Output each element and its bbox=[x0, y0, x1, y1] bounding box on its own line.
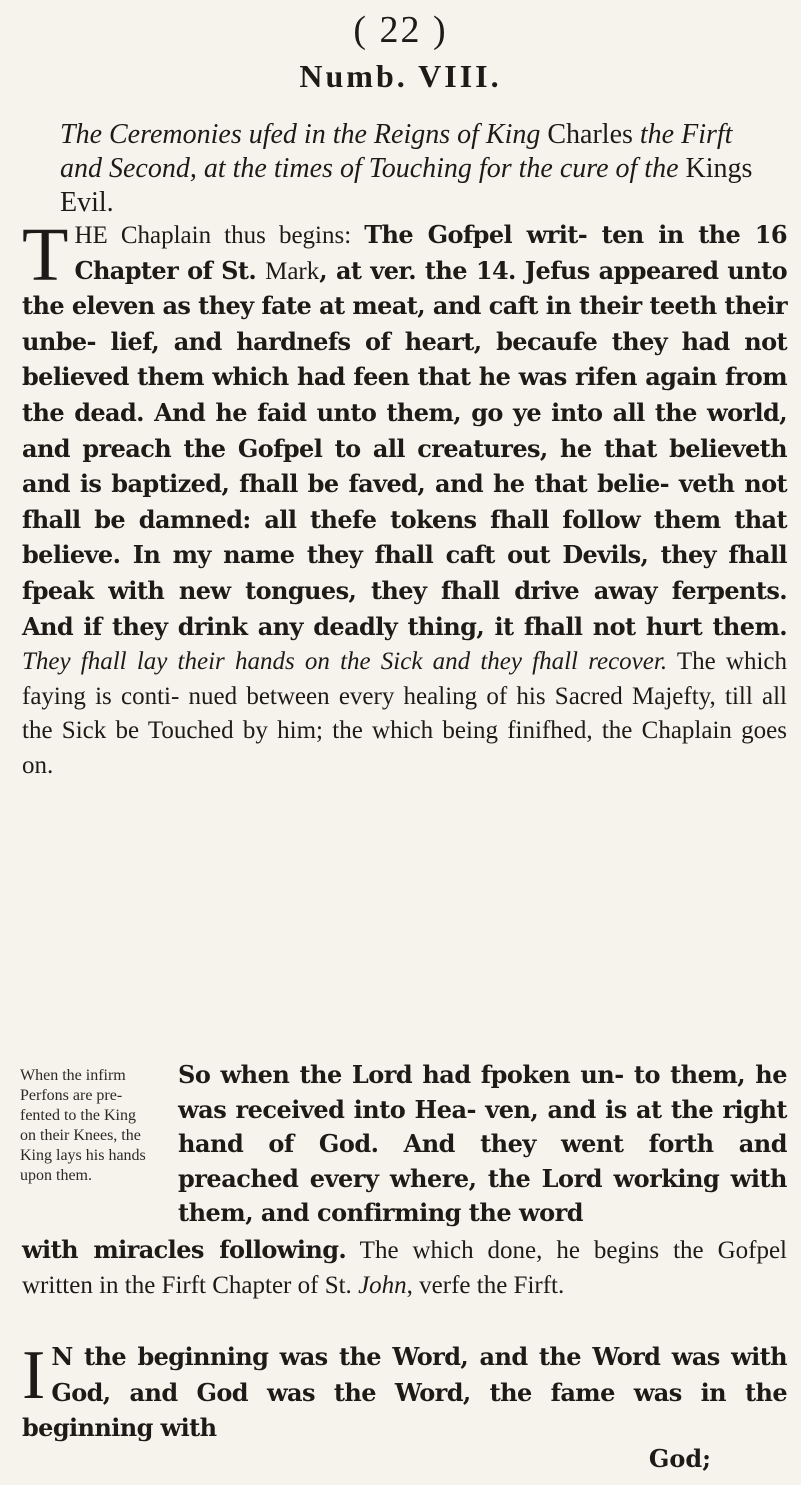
drop-cap-2: I bbox=[22, 1337, 46, 1414]
margin-note: When the infirm Perfons are pre- fented to the King on their Knees, the King lays his hands upon them. bbox=[20, 1067, 146, 1184]
para1-blackletter-2: , at ver. the 14. Jefus appeared unto the eleven as they fate at meat, and caft in their teeth their unbe- lief, and hardnefs of heart, becaufe they had not believed them which had feen that he was rifen again from the dead. And he faid unto them, go ye into all the world, and preach the Gofpel to all creatures, he that believeth and is baptized, fhall be faved, and he that belie- veth not fhall be damned: all thefe tokens fhall follow them that believe. In my name they fhall caft out Devils, they fhall fpeak with new tongues, they fhall drive away ferpents. And if they drink any deadly thing, it fhall not hurt them. bbox=[22, 255, 787, 641]
title-name-2: Kings Evil. bbox=[60, 153, 753, 218]
paragraph-chaplain-gospel bbox=[22, 213, 787, 784]
para3-text: N the beginning was the Word, and the Word was with God, and God was the Word, the fame was in the beginning with bbox=[22, 1342, 787, 1443]
drop-cap: T bbox=[22, 213, 69, 297]
para2-blackletter: with miracles following. bbox=[22, 1235, 347, 1264]
section-title bbox=[60, 118, 770, 220]
title-part-2: the Firft and Second, at the times of Touching for the cure of the bbox=[60, 119, 733, 184]
section-heading: Numb. VIII. bbox=[299, 58, 502, 94]
paragraph-john-gospel bbox=[22, 1337, 787, 1447]
para1-roman: The which faying is conti- nued between every healing of his Sacred Majefty, till all the Sick be Touched by him; the which being finifhed, the Chaplain goes on. bbox=[22, 648, 787, 779]
paragraph-miracles bbox=[22, 1233, 787, 1303]
para2-roman-2: , verfe the Firft. bbox=[406, 1271, 565, 1299]
paragraph-ascension: So when the Lord had fpoken un- to them, he was received into Hea- ven, and is at the right hand of God. And they went forth and preached every where, the Lord working with them, and confirming the word bbox=[178, 1060, 787, 1228]
catchword: God; bbox=[648, 1444, 711, 1473]
page-number: ( 22 ) bbox=[353, 9, 448, 51]
para1-blackletter-1: The Gofpel writ- ten in the 16 Chapter of St. bbox=[74, 220, 787, 285]
para2-roman: The which done, he begins the Gofpel written in the Firft Chapter of St. bbox=[22, 1237, 787, 1299]
title-part-1: The Ceremonies ufed in the Reigns of King bbox=[60, 119, 548, 150]
para1-mark: Mark bbox=[265, 257, 320, 285]
title-name-1: Charles bbox=[547, 119, 633, 150]
para2-john: John bbox=[358, 1271, 407, 1299]
para1-italic: They fhall lay their hands on the Sick and they fhall recover. bbox=[22, 648, 668, 676]
para1-intro: HE Chaplain thus begins: bbox=[74, 222, 365, 249]
